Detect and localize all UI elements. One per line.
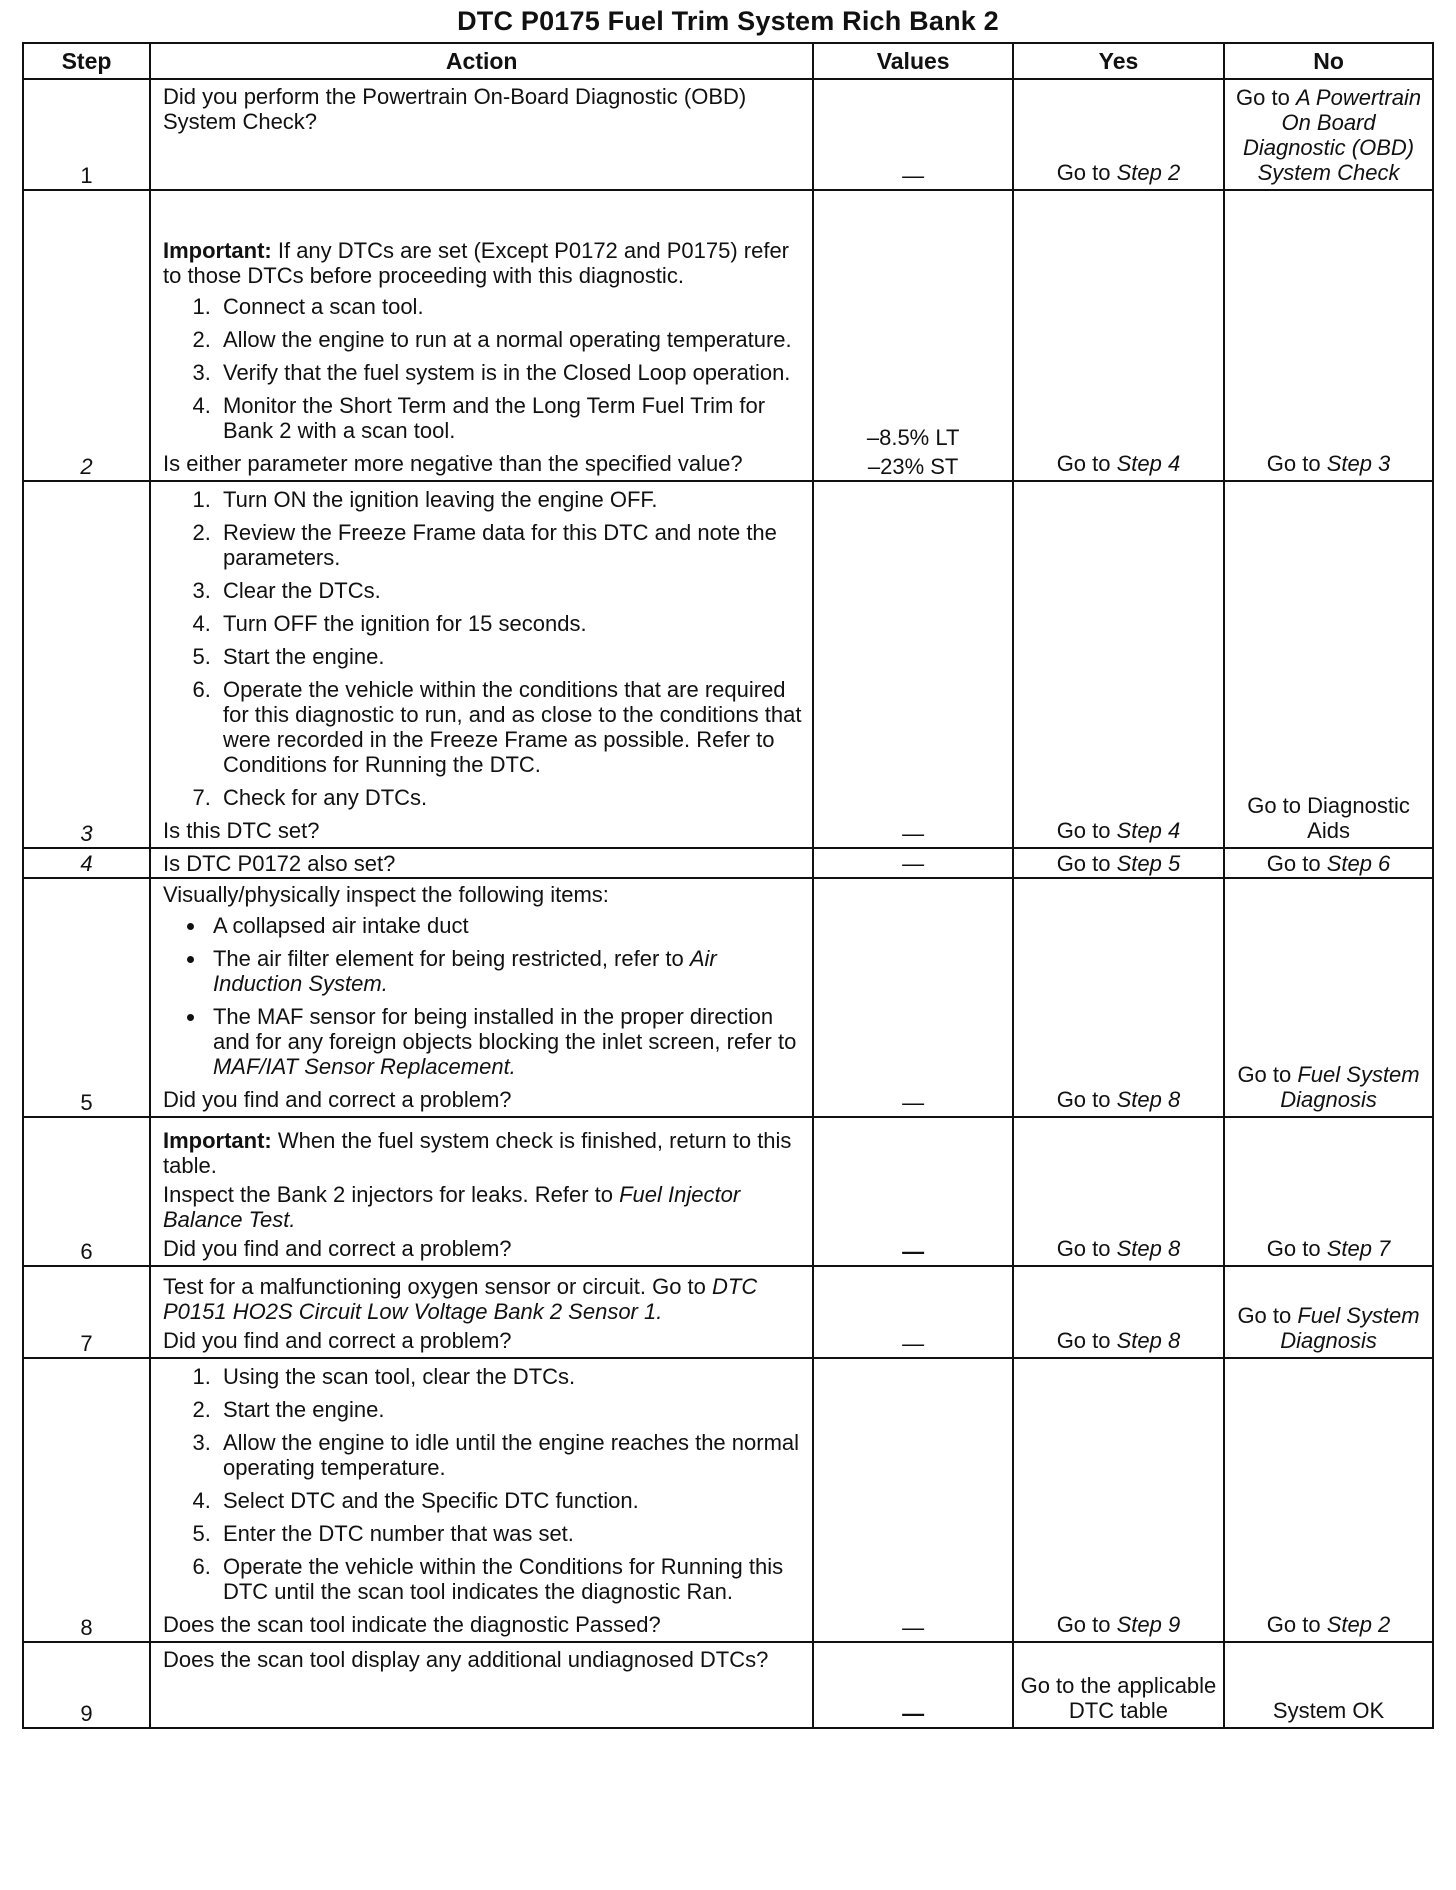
no-cell: Go to A Powertrain On Board Diagnostic (OBD) System Check bbox=[1224, 79, 1433, 190]
header-values: Values bbox=[813, 43, 1012, 79]
step-number: 7 bbox=[23, 1266, 150, 1358]
values-cell: — bbox=[813, 1358, 1012, 1642]
no-cell: Go to Fuel System Diagnosis bbox=[1224, 1266, 1433, 1358]
action-question: Did you perform the Powertrain On-Board Diagnostic (OBD) System Check? bbox=[162, 84, 747, 134]
values-cell: — bbox=[813, 1266, 1012, 1358]
action-question: Does the scan tool indicate the diagnostic Passed? bbox=[162, 1612, 661, 1637]
list-item: 3. Verify that the fuel system is in the Closed Loop operation. bbox=[217, 360, 802, 385]
value-short-term: –23% ST bbox=[867, 454, 959, 479]
header-yes: Yes bbox=[1013, 43, 1224, 79]
list-item: • The MAF sensor for being installed in the proper direction and for any foreign objects blocking the inlet screen, refer to MAF/IAT Sensor Replacement. bbox=[207, 1004, 802, 1079]
list-item: 2. Allow the engine to run at a normal operating temperature. bbox=[217, 327, 802, 352]
action-question: Is this DTC set? bbox=[162, 818, 320, 843]
values-cell: — bbox=[813, 878, 1012, 1117]
action-cell bbox=[150, 190, 813, 481]
action-cell bbox=[150, 1266, 813, 1358]
procedure-reference: Air Induction System. bbox=[212, 946, 717, 996]
list-item: 5. Enter the DTC number that was set. bbox=[217, 1521, 802, 1546]
yes-cell: Go to Step 8 bbox=[1013, 1117, 1224, 1266]
yes-cell: Go to Step 2 bbox=[1013, 79, 1224, 190]
step-reference: Step 6 bbox=[1326, 851, 1391, 876]
action-cell bbox=[150, 481, 813, 848]
table-row bbox=[23, 878, 1433, 1117]
table-row bbox=[23, 848, 1433, 878]
action-question: Is either parameter more negative than the specified value? bbox=[162, 451, 743, 476]
action-cell bbox=[150, 1358, 813, 1642]
list-item: 3. Allow the engine to idle until the engine reaches the normal operating temperature. bbox=[217, 1430, 802, 1480]
no-cell: Go to Fuel System Diagnosis bbox=[1224, 878, 1433, 1117]
step-reference: Step 3 bbox=[1326, 451, 1391, 476]
yes-cell: Go to Step 8 bbox=[1013, 1266, 1224, 1358]
list-item: 2. Review the Freeze Frame data for this DTC and note the parameters. bbox=[217, 520, 802, 570]
list-item: 7. Check for any DTCs. bbox=[217, 785, 802, 810]
list-item: 5. Start the engine. bbox=[217, 644, 802, 669]
list-item: 1. Using the scan tool, clear the DTCs. bbox=[217, 1364, 802, 1389]
list-item: 6. Operate the vehicle within the conditions that are required for this diagnostic to run, and as close to the conditions that were recorded in the Freeze Frame as possible. Refer to Conditions for Running the DTC. bbox=[217, 677, 802, 777]
header-action: Action bbox=[150, 43, 813, 79]
action-cell bbox=[150, 1642, 813, 1728]
no-cell: Go to Step 6 bbox=[1224, 848, 1433, 878]
action-cell bbox=[150, 79, 813, 190]
step-reference: Step 2 bbox=[1116, 160, 1181, 185]
procedure-reference: A Powertrain On Board Diagnostic (OBD) System Check bbox=[1242, 85, 1422, 185]
no-cell: Go to Step 2 bbox=[1224, 1358, 1433, 1642]
yes-cell: Go to Step 8 bbox=[1013, 878, 1224, 1117]
no-cell: Go to Step 3 bbox=[1224, 190, 1433, 481]
step-number: 9 bbox=[23, 1642, 150, 1728]
values-cell: — bbox=[813, 79, 1012, 190]
table-row bbox=[23, 190, 1433, 481]
table-row bbox=[23, 79, 1433, 190]
yes-cell: Go to Step 4 bbox=[1013, 481, 1224, 848]
list-item: • The air filter element for being restricted, refer to Air Induction System. bbox=[207, 946, 802, 996]
table-row bbox=[23, 1358, 1433, 1642]
table-header-row bbox=[23, 43, 1433, 79]
procedure-reference: Fuel System Diagnosis bbox=[1280, 1062, 1420, 1112]
values-cell bbox=[813, 190, 1012, 481]
step-reference: Step 5 bbox=[1116, 851, 1181, 876]
dtc-table bbox=[22, 42, 1434, 1729]
yes-cell: Go to Step 5 bbox=[1013, 848, 1224, 878]
action-steps bbox=[163, 1364, 802, 1604]
step-reference: Step 2 bbox=[1326, 1612, 1391, 1637]
yes-cell: Go to Step 9 bbox=[1013, 1358, 1224, 1642]
list-item: 4. Turn OFF the ignition for 15 seconds. bbox=[217, 611, 802, 636]
step-reference: Step 8 bbox=[1116, 1328, 1181, 1353]
no-cell: System OK bbox=[1224, 1642, 1433, 1728]
header-step: Step bbox=[23, 43, 150, 79]
action-question: Does the scan tool display any additional undiagnosed DTCs? bbox=[162, 1647, 769, 1672]
list-item: 2. Start the engine. bbox=[217, 1397, 802, 1422]
step-reference: Step 4 bbox=[1116, 451, 1181, 476]
step-number: 5 bbox=[23, 878, 150, 1117]
values-cell: — bbox=[813, 1117, 1012, 1266]
action-steps bbox=[163, 294, 802, 443]
procedure-reference: Fuel System Diagnosis bbox=[1280, 1303, 1420, 1353]
step-reference: Step 8 bbox=[1116, 1236, 1181, 1261]
step-reference: Step 9 bbox=[1116, 1612, 1181, 1637]
step-number: 3 bbox=[23, 481, 150, 848]
action-instruction: Inspect the Bank 2 injectors for leaks. Refer to Fuel Injector Balance Test. bbox=[162, 1182, 741, 1232]
important-note: Important: When the fuel system check is finished, return to this table. bbox=[162, 1128, 792, 1178]
values-cell: — bbox=[813, 481, 1012, 848]
action-question: Did you find and correct a problem? bbox=[162, 1236, 512, 1261]
action-intro: Visually/physically inspect the following items: bbox=[162, 882, 609, 907]
list-item: 4. Select DTC and the Specific DTC function. bbox=[217, 1488, 802, 1513]
list-item: 1. Turn ON the ignition leaving the engine OFF. bbox=[217, 487, 802, 512]
list-item: 3. Clear the DTCs. bbox=[217, 578, 802, 603]
step-reference: Step 8 bbox=[1116, 1087, 1181, 1112]
table-row bbox=[23, 1266, 1433, 1358]
list-item: • A collapsed air intake duct bbox=[207, 913, 802, 938]
procedure-reference: MAF/IAT Sensor Replacement. bbox=[212, 1054, 516, 1079]
action-question: Did you find and correct a problem? bbox=[162, 1328, 512, 1353]
step-reference: Step 7 bbox=[1326, 1236, 1391, 1261]
action-cell bbox=[150, 848, 813, 878]
step-number: 6 bbox=[23, 1117, 150, 1266]
procedure-reference: Fuel Injector Balance Test. bbox=[162, 1182, 741, 1232]
action-cell bbox=[150, 1117, 813, 1266]
step-number: 1 bbox=[23, 79, 150, 190]
procedure-reference: DTC P0151 HO2S Circuit Low Voltage Bank 2 Sensor 1. bbox=[162, 1274, 758, 1324]
important-note: Important: If any DTCs are set (Except P0172 and P0175) refer to those DTCs before proceeding with this diagnostic. bbox=[162, 238, 790, 288]
action-question: Is DTC P0172 also set? bbox=[162, 851, 396, 876]
step-number: 8 bbox=[23, 1358, 150, 1642]
action-steps bbox=[163, 487, 802, 810]
action-question: Did you find and correct a problem? bbox=[162, 1087, 512, 1112]
step-number: 2 bbox=[23, 190, 150, 481]
inspection-items bbox=[163, 913, 802, 1079]
list-item: 4. Monitor the Short Term and the Long Term Fuel Trim for Bank 2 with a scan tool. bbox=[217, 393, 802, 443]
values-cell: — bbox=[813, 1642, 1012, 1728]
no-cell: Go to Step 7 bbox=[1224, 1117, 1433, 1266]
table-row bbox=[23, 481, 1433, 848]
no-cell: Go to Diagnostic Aids bbox=[1224, 481, 1433, 848]
value-long-term: –8.5% LT bbox=[866, 425, 960, 450]
table-row bbox=[23, 1117, 1433, 1266]
step-reference: Step 4 bbox=[1116, 818, 1181, 843]
list-item: 6. Operate the vehicle within the Conditions for Running this DTC until the scan tool indicates the diagnostic Ran. bbox=[217, 1554, 802, 1604]
values-cell: — bbox=[813, 848, 1012, 878]
page-title: DTC P0175 Fuel Trim System Rich Bank 2 bbox=[457, 6, 999, 36]
yes-cell: Go to the applicable DTC table bbox=[1013, 1642, 1224, 1728]
action-cell bbox=[150, 878, 813, 1117]
header-no: No bbox=[1224, 43, 1433, 79]
action-instruction: Test for a malfunctioning oxygen sensor or circuit. Go to DTC P0151 HO2S Circuit Low Voltage Bank 2 Sensor 1. bbox=[162, 1274, 758, 1324]
table-row bbox=[23, 1642, 1433, 1728]
yes-cell: Go to Step 4 bbox=[1013, 190, 1224, 481]
list-item: 1. Connect a scan tool. bbox=[217, 294, 802, 319]
step-number: 4 bbox=[23, 848, 150, 878]
